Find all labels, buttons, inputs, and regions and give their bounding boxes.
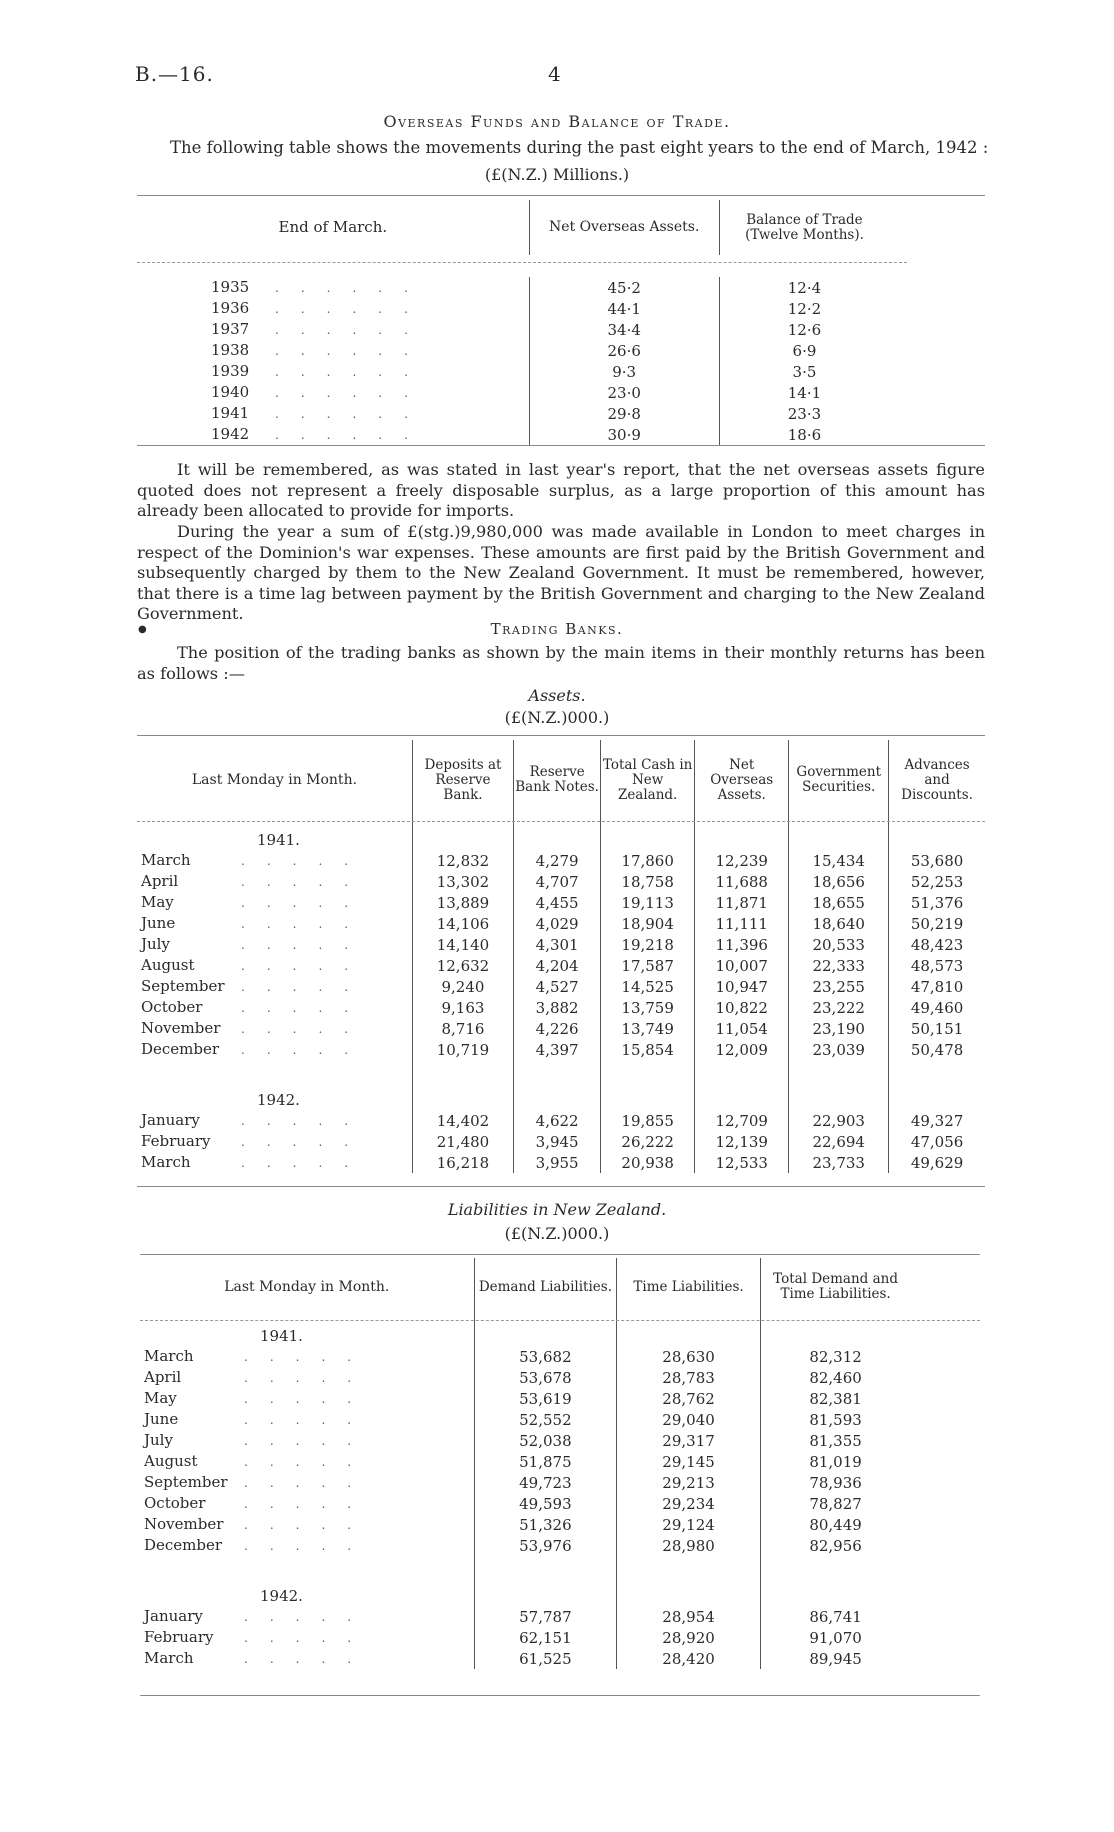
table-cell: 8,716 (412, 1018, 513, 1039)
table-cell: 28,980 (617, 1535, 761, 1556)
column-header: Last Monday in Month. (224, 1278, 390, 1295)
table-row (137, 277, 985, 298)
leader-dots: ..... (244, 1413, 374, 1427)
table-cell: 9·3 (529, 361, 719, 382)
row-month: April (141, 872, 179, 890)
table-cell: 20,533 (789, 934, 889, 955)
leader-dots: ...... (249, 323, 430, 337)
leader-dots: ..... (244, 1539, 374, 1553)
table-cell: 53,976 (474, 1535, 617, 1556)
table-cell: 17,587 (601, 955, 695, 976)
leader-dots: ..... (244, 1434, 374, 1448)
year-label: 1942. (257, 1091, 300, 1109)
leader-dots: ...... (249, 344, 430, 358)
table-cell: 13,889 (412, 892, 513, 913)
section-title-trading-banks: Trading Banks. (490, 620, 624, 638)
table-cell: 18,758 (601, 871, 695, 892)
table-rule (137, 1186, 985, 1187)
spacer-row (140, 1556, 980, 1576)
table-cell: 23,039 (789, 1039, 889, 1060)
leader-dots: ..... (241, 1022, 371, 1036)
table-cell: 30·9 (529, 424, 719, 445)
table-cell: 23,190 (789, 1018, 889, 1039)
document-reference: B.—16. (135, 62, 214, 86)
table-cell: 23·0 (529, 382, 719, 403)
table-cell: 28,920 (617, 1627, 761, 1648)
column-header: Deposits at Reserve Bank. (412, 740, 513, 820)
table-cell: 29,317 (617, 1430, 761, 1451)
table-cell: 22,903 (789, 1110, 889, 1131)
year-label: 1942. (260, 1587, 303, 1605)
table-row (140, 1346, 980, 1367)
column-header: Total Demand and Time Liabilities. (760, 1258, 910, 1316)
table-cell: 18·6 (719, 424, 889, 445)
table-cell: 14,402 (412, 1110, 513, 1131)
leader-dots: ..... (241, 854, 371, 868)
table-cell: 82,956 (760, 1535, 910, 1556)
unit-label-millions: (£(N.Z.) Millions.) (484, 165, 630, 184)
column-header: End of March. (278, 218, 388, 236)
table-cell: 29,040 (617, 1409, 761, 1430)
table-cell: 49,593 (474, 1493, 617, 1514)
year-label: 1941. (257, 831, 300, 849)
table-cell: 91,070 (760, 1627, 910, 1648)
leader-dots: ..... (241, 1001, 371, 1015)
leader-dots: ..... (244, 1652, 374, 1666)
table-rule (140, 1254, 980, 1255)
table-row (137, 424, 985, 445)
table-cell: 45·2 (529, 277, 719, 298)
table-cell: 82,312 (760, 1346, 910, 1367)
table-cell: 29·8 (529, 403, 719, 424)
row-year: 1939 (211, 362, 250, 380)
table-cell: 12,632 (412, 955, 513, 976)
leader-dots: ..... (241, 980, 371, 994)
table-cell: 53,682 (474, 1346, 617, 1367)
table-cell: 18,656 (789, 871, 889, 892)
table-cell: 52,253 (889, 871, 985, 892)
leader-dots: ...... (249, 386, 430, 400)
table-cell: 21,480 (412, 1131, 513, 1152)
leader-dots: ..... (241, 1043, 371, 1057)
table-rule (140, 1320, 980, 1321)
assets-title: Assets. (528, 686, 586, 705)
row-year: 1938 (211, 341, 250, 359)
section-intro-overseas-funds: The following table shows the movements during the past eight years to the end of March, 1942 : (170, 138, 989, 157)
table-cell: 61,525 (474, 1648, 617, 1669)
year-row (137, 1080, 985, 1110)
table-cell: 4,204 (514, 955, 601, 976)
column-header: Last Monday in Month. (191, 771, 358, 788)
table-cell: 28,420 (617, 1648, 761, 1669)
column-header: Reserve Bank Notes. (514, 740, 601, 820)
table-cell: 12·4 (719, 277, 889, 298)
leader-dots: ..... (244, 1631, 374, 1645)
leader-dots: ..... (241, 938, 371, 952)
row-month: September (144, 1473, 228, 1491)
table-cell: 26,222 (601, 1131, 695, 1152)
table-cell: 29,124 (617, 1514, 761, 1535)
leader-dots: ..... (241, 959, 371, 973)
row-month: January (141, 1111, 200, 1129)
leader-dots: ..... (244, 1392, 374, 1406)
table-cell: 11,111 (695, 913, 789, 934)
table-cell: 19,855 (601, 1110, 695, 1131)
table-rule (137, 821, 985, 822)
row-year: 1941 (211, 404, 250, 422)
column-header: Government Securities. (789, 740, 889, 820)
table-cell: 26·6 (529, 340, 719, 361)
table-cell: 23·3 (719, 403, 889, 424)
leader-dots: ..... (244, 1518, 374, 1532)
table-cell: 28,954 (617, 1606, 761, 1627)
leader-dots: ..... (244, 1350, 374, 1364)
row-year: 1936 (211, 299, 250, 317)
column-header: Time Liabilities. (617, 1258, 761, 1316)
column-header: Net Overseas Assets. (529, 200, 719, 255)
leader-dots: ...... (249, 365, 430, 379)
table-cell: 20,938 (601, 1152, 695, 1173)
table-cell: 49,460 (889, 997, 985, 1018)
row-month: December (141, 1040, 220, 1058)
table-cell: 16,218 (412, 1152, 513, 1173)
column-header: Demand Liabilities. (474, 1258, 617, 1316)
bullet-mark: ● (138, 624, 147, 635)
section-title-overseas-funds: Overseas Funds and Balance of Trade. (383, 112, 731, 131)
table-row (137, 361, 985, 382)
table-cell: 4,301 (514, 934, 601, 955)
row-month: November (144, 1515, 224, 1533)
table-cell: 18,655 (789, 892, 889, 913)
leader-dots: ..... (244, 1476, 374, 1490)
table-row (140, 1451, 980, 1472)
row-month: September (141, 977, 225, 995)
table-cell: 12·2 (719, 298, 889, 319)
row-month: October (141, 998, 203, 1016)
table-cell: 6·9 (719, 340, 889, 361)
table-cell: 15,854 (601, 1039, 695, 1060)
row-month: August (144, 1452, 198, 1470)
table-cell: 12,709 (695, 1110, 789, 1131)
table-rule (140, 1695, 980, 1696)
table-cell: 28,783 (617, 1367, 761, 1388)
table-row (137, 871, 985, 892)
table-cell: 14·1 (719, 382, 889, 403)
row-year: 1940 (211, 383, 250, 401)
table-row (140, 1535, 980, 1556)
table-cell: 22,694 (789, 1131, 889, 1152)
column-header: Balance of Trade (Twelve Months). (719, 200, 889, 255)
row-month: April (144, 1368, 182, 1386)
table-row (137, 382, 985, 403)
table-cell: 12,139 (695, 1131, 789, 1152)
table-cell: 13,302 (412, 871, 513, 892)
table-cell: 29,213 (617, 1472, 761, 1493)
overseas-funds-table (137, 200, 985, 445)
page-number: 4 (548, 62, 561, 86)
liabilities-title: Liabilities in New Zealand. (447, 1200, 667, 1219)
table-row (137, 1039, 985, 1060)
table-cell: 12,832 (412, 850, 513, 871)
table-rule (137, 262, 907, 263)
row-month: March (141, 1153, 191, 1171)
table-cell: 29,234 (617, 1493, 761, 1514)
table-row (137, 1131, 985, 1152)
table-row (137, 298, 985, 319)
table-cell: 52,552 (474, 1409, 617, 1430)
table-cell: 23,222 (789, 997, 889, 1018)
paragraph-net-overseas-assets: It will be remembered, as was stated in last year's report, that the net overseas assets figure quoted does not represent a freely disposable surplus, as a large proportion of this amount has already been allocated to provide for imports. (137, 460, 985, 520)
table-cell: 23,733 (789, 1152, 889, 1173)
table-row (140, 1606, 980, 1627)
row-month: January (144, 1607, 203, 1625)
leader-dots: ..... (244, 1497, 374, 1511)
table-cell: 3,945 (514, 1131, 601, 1152)
table-cell: 9,163 (412, 997, 513, 1018)
table-cell: 49,629 (889, 1152, 985, 1173)
table-cell: 48,573 (889, 955, 985, 976)
table-cell: 4,226 (514, 1018, 601, 1039)
table-rule (137, 735, 985, 736)
table-cell: 4,397 (514, 1039, 601, 1060)
table-cell: 4,455 (514, 892, 601, 913)
table-row (140, 1409, 980, 1430)
table-cell: 11,054 (695, 1018, 789, 1039)
paragraph-war-expenses: During the year a sum of £(stg.)9,980,000 was made available in London to meet charges in respect of the Dominion's war expenses. These amounts are first paid by the British Government and subsequently charged by them to the New Zealand Government. It must be remembered, however, that there is a time lag between payment by the British Government and charging to the New Zealand Government. (137, 522, 985, 623)
table-row (137, 913, 985, 934)
row-month: June (141, 914, 176, 932)
table-cell: 4,622 (514, 1110, 601, 1131)
table-cell: 51,326 (474, 1514, 617, 1535)
table-cell: 23,255 (789, 976, 889, 997)
table-cell: 3,955 (514, 1152, 601, 1173)
leader-dots: ...... (249, 428, 430, 442)
table-cell: 15,434 (789, 850, 889, 871)
table-cell: 17,860 (601, 850, 695, 871)
row-month: May (141, 893, 174, 911)
table-row (140, 1472, 980, 1493)
table-cell: 11,688 (695, 871, 789, 892)
year-row (140, 1576, 980, 1606)
table-cell: 48,423 (889, 934, 985, 955)
table-cell: 10,947 (695, 976, 789, 997)
table-cell: 4,527 (514, 976, 601, 997)
table-cell: 4,029 (514, 913, 601, 934)
table-cell: 81,355 (760, 1430, 910, 1451)
row-year: 1942 (211, 425, 250, 443)
table-row (140, 1648, 980, 1669)
table-cell: 82,460 (760, 1367, 910, 1388)
table-row (140, 1627, 980, 1648)
table-row (137, 319, 985, 340)
table-cell: 78,936 (760, 1472, 910, 1493)
table-cell: 49,327 (889, 1110, 985, 1131)
table-cell: 81,019 (760, 1451, 910, 1472)
table-cell: 4,707 (514, 871, 601, 892)
table-cell: 18,640 (789, 913, 889, 934)
table-cell: 19,113 (601, 892, 695, 913)
table-row (140, 1367, 980, 1388)
table-cell: 78,827 (760, 1493, 910, 1514)
row-month: February (144, 1628, 214, 1646)
row-month: February (141, 1132, 211, 1150)
table-cell: 14,525 (601, 976, 695, 997)
spacer-row (137, 1060, 985, 1080)
table-cell: 47,810 (889, 976, 985, 997)
table-cell: 34·4 (529, 319, 719, 340)
table-cell: 82,381 (760, 1388, 910, 1409)
leader-dots: ..... (244, 1610, 374, 1624)
table-rule (137, 445, 985, 446)
leader-dots: ..... (244, 1371, 374, 1385)
table-cell: 10,719 (412, 1039, 513, 1060)
year-label: 1941. (260, 1327, 303, 1345)
section-intro-trading-banks: The position of the trading banks as shown by the main items in their monthly returns has been as follows :— (137, 643, 985, 683)
table-cell: 28,762 (617, 1388, 761, 1409)
trading-bank-assets-table (137, 740, 985, 1173)
table-row (137, 892, 985, 913)
leader-dots: ...... (249, 407, 430, 421)
column-header: Advances and Discounts. (889, 740, 985, 820)
table-row (137, 955, 985, 976)
table-cell: 22,333 (789, 955, 889, 976)
unit-label-thousands: (£(N.Z.)000.) (504, 708, 610, 727)
row-month: August (141, 956, 195, 974)
leader-dots: ..... (241, 1156, 371, 1170)
table-rule (137, 195, 985, 196)
table-row (137, 1110, 985, 1131)
table-cell: 11,396 (695, 934, 789, 955)
table-cell: 89,945 (760, 1648, 910, 1669)
table-cell: 10,007 (695, 955, 789, 976)
table-cell: 13,759 (601, 997, 695, 1018)
row-month: March (144, 1347, 194, 1365)
unit-label-thousands: (£(N.Z.)000.) (504, 1224, 610, 1243)
table-cell: 19,218 (601, 934, 695, 955)
table-cell: 14,106 (412, 913, 513, 934)
table-cell: 12·6 (719, 319, 889, 340)
table-cell: 81,593 (760, 1409, 910, 1430)
leader-dots: ..... (241, 1114, 371, 1128)
table-cell: 11,871 (695, 892, 789, 913)
table-cell: 50,219 (889, 913, 985, 934)
table-cell: 80,449 (760, 1514, 910, 1535)
table-row (140, 1430, 980, 1451)
row-month: June (144, 1410, 179, 1428)
table-cell: 49,723 (474, 1472, 617, 1493)
table-cell: 53,680 (889, 850, 985, 871)
leader-dots: ..... (241, 917, 371, 931)
table-cell: 47,056 (889, 1131, 985, 1152)
leader-dots: ..... (244, 1455, 374, 1469)
table-row (140, 1493, 980, 1514)
table-cell: 53,619 (474, 1388, 617, 1409)
table-cell: 57,787 (474, 1606, 617, 1627)
table-cell: 51,875 (474, 1451, 617, 1472)
table-cell: 44·1 (529, 298, 719, 319)
row-month: July (144, 1431, 173, 1449)
table-cell: 28,630 (617, 1346, 761, 1367)
row-year: 1937 (211, 320, 250, 338)
column-header: Net Overseas Assets. (695, 740, 789, 820)
row-month: October (144, 1494, 206, 1512)
table-row (137, 976, 985, 997)
row-month: May (144, 1389, 177, 1407)
column-header: Total Cash in New Zealand. (601, 740, 695, 820)
table-row (137, 1152, 985, 1173)
table-cell: 52,038 (474, 1430, 617, 1451)
table-cell: 12,009 (695, 1039, 789, 1060)
table-cell: 13,749 (601, 1018, 695, 1039)
spacer-row (137, 255, 985, 277)
year-row (137, 820, 985, 850)
leader-dots: ...... (249, 302, 430, 316)
table-cell: 12,533 (695, 1152, 789, 1173)
table-cell: 4,279 (514, 850, 601, 871)
row-month: December (144, 1536, 223, 1554)
table-row (137, 340, 985, 361)
table-cell: 12,239 (695, 850, 789, 871)
table-cell: 9,240 (412, 976, 513, 997)
row-year: 1935 (211, 278, 250, 296)
table-row (137, 997, 985, 1018)
row-month: March (141, 851, 191, 869)
table-cell: 62,151 (474, 1627, 617, 1648)
table-cell: 3·5 (719, 361, 889, 382)
leader-dots: ..... (241, 896, 371, 910)
row-month: November (141, 1019, 221, 1037)
leader-dots: ..... (241, 1135, 371, 1149)
table-row (140, 1388, 980, 1409)
table-row (137, 1018, 985, 1039)
table-row (140, 1514, 980, 1535)
table-cell: 18,904 (601, 913, 695, 934)
row-month: March (144, 1649, 194, 1667)
leader-dots: ..... (241, 875, 371, 889)
table-cell: 53,678 (474, 1367, 617, 1388)
table-cell: 29,145 (617, 1451, 761, 1472)
table-cell: 50,151 (889, 1018, 985, 1039)
table-cell: 10,822 (695, 997, 789, 1018)
row-month: July (141, 935, 170, 953)
table-cell: 86,741 (760, 1606, 910, 1627)
table-row (137, 850, 985, 871)
table-row (137, 934, 985, 955)
table-row (137, 403, 985, 424)
table-cell: 51,376 (889, 892, 985, 913)
table-cell: 3,882 (514, 997, 601, 1018)
table-cell: 14,140 (412, 934, 513, 955)
leader-dots: ...... (249, 281, 430, 295)
table-cell: 50,478 (889, 1039, 985, 1060)
